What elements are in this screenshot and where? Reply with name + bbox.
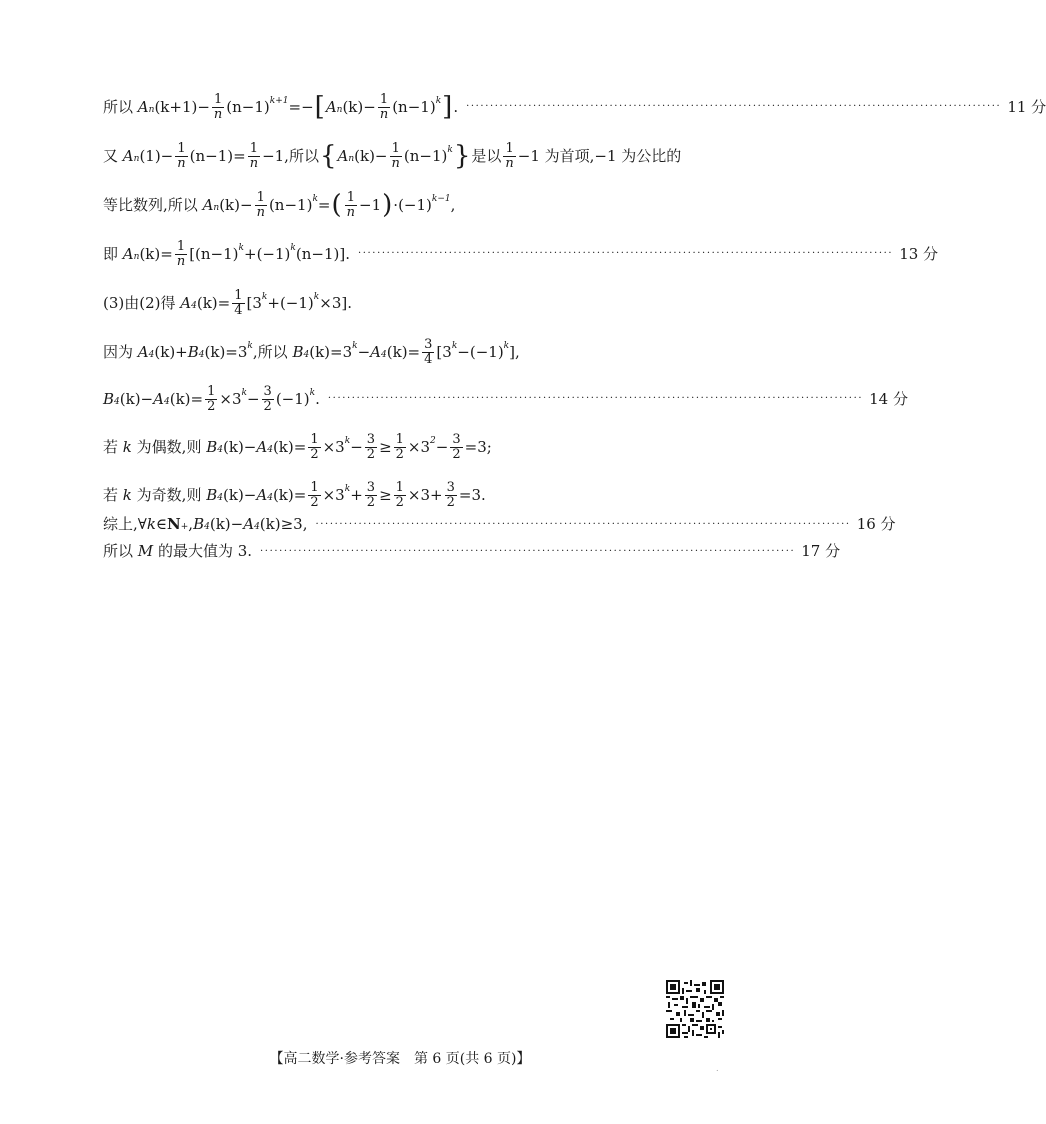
solution-line-4: 即 A $_n$ (k)= $\frac{1}{n}$ [(n−1) $^k$ +(−1) $^k$ (n−1)]. ················································································································ 13 分 [103,239,939,269]
solution-line-8: 若 k 为偶数,则 B $_4$ (k)− A $_4$ (k)= $\frac{1}{2}$ ×3 $^k$ − $\frac{3}{2}$ ≥ $\frac{1}{2}$ ×3 $^2$ − $\frac{3}{2}$ =3; [103,432,492,462]
solution-line-6: 因为 A $_4$ (k)+ B $_4$ (k)=3 $^k$ ,所以 B $_4$ (k)=3 $^k$ − A $_4$ (k)= $\frac{3}{4}$ [3 $^k$ −(−1) $^k$ ], [103,337,520,367]
dotted-leader: ················································································································ [466,101,1002,113]
dotted-leader: ················································································································ [357,248,894,260]
dotted-leader: ················································································································ [327,393,864,405]
score-label: 16 分 [856,515,896,533]
corner-mark: . [716,1064,719,1073]
solution-line-10: 综上,∀ k ∈ N $_+$ , B $_4$ (k)− A $_4$ (k)≥3, ················································································································ 16 分 [103,515,896,533]
solution-line-2: 又 A $_n$ (1)− $\frac{1}{n}$ (n−1)= $\frac{1}{n}$ −1,所以 { A $_n$ (k)− $\frac{1}{n}$ (n−1) $^k$ } 是以 $\frac{1}{n}$ −1 为首项,−1 为公比的 [103,140,682,171]
fraction: $\frac{1}{n}$ [379,92,389,122]
solution-line-9: 若 k 为奇数,则 B $_4$ (k)− A $_4$ (k)= $\frac{1}{2}$ ×3 $^k$ + $\frac{3}{2}$ ≥ $\frac{1}{2}$ ×3+ $\frac{3}{2}$ =3. [103,480,486,510]
dotted-leader: ················································································································ [315,518,851,530]
score-label: 14 分 [869,389,908,408]
solution-line-3: 等比数列,所以 A $_n$ (k)− $\frac{1}{n}$ (n−1) $^k$ = ( $\frac{1}{n}$ −1 ) ·(−1) $^{k-1}$ , [103,189,456,220]
page-footer: 【高二数学·参考答案 第 6 页(共 6 页)】 [269,1051,531,1067]
score-label: 13 分 [899,244,939,263]
score-label: 11 分 [1007,97,1046,116]
solution-line-11: 所以 M 的最大值为 3. ················································································································ 17 分 [103,542,841,560]
qr-code-icon [666,980,724,1038]
solution-line-5: (3)由(2)得 A $_4$ (k)= $\frac{1}{4}$ [3 $^k$ +(−1) $^k$ ×3]. [103,288,352,318]
fraction: $\frac{1}{n}$ [213,92,223,122]
score-label: 17 分 [801,542,841,560]
solution-line-1: 所以 A $_n$ (k+1) − $\frac{1}{n}$ (n−1) $^{k+1}$ =− [ A $_n$ (k) − $\frac{1}{n}$ (n−1) $^k$ ] . ················································································································ 11 分 [103,91,1046,122]
dotted-leader: ················································································································ [260,545,796,557]
solution-line-7: B $_4$ (k)− A $_4$ (k)= $\frac{1}{2}$ ×3 $^k$ − $\frac{3}{2}$ (−1) $^k$ . ················································································································ 14 分 [103,384,908,414]
